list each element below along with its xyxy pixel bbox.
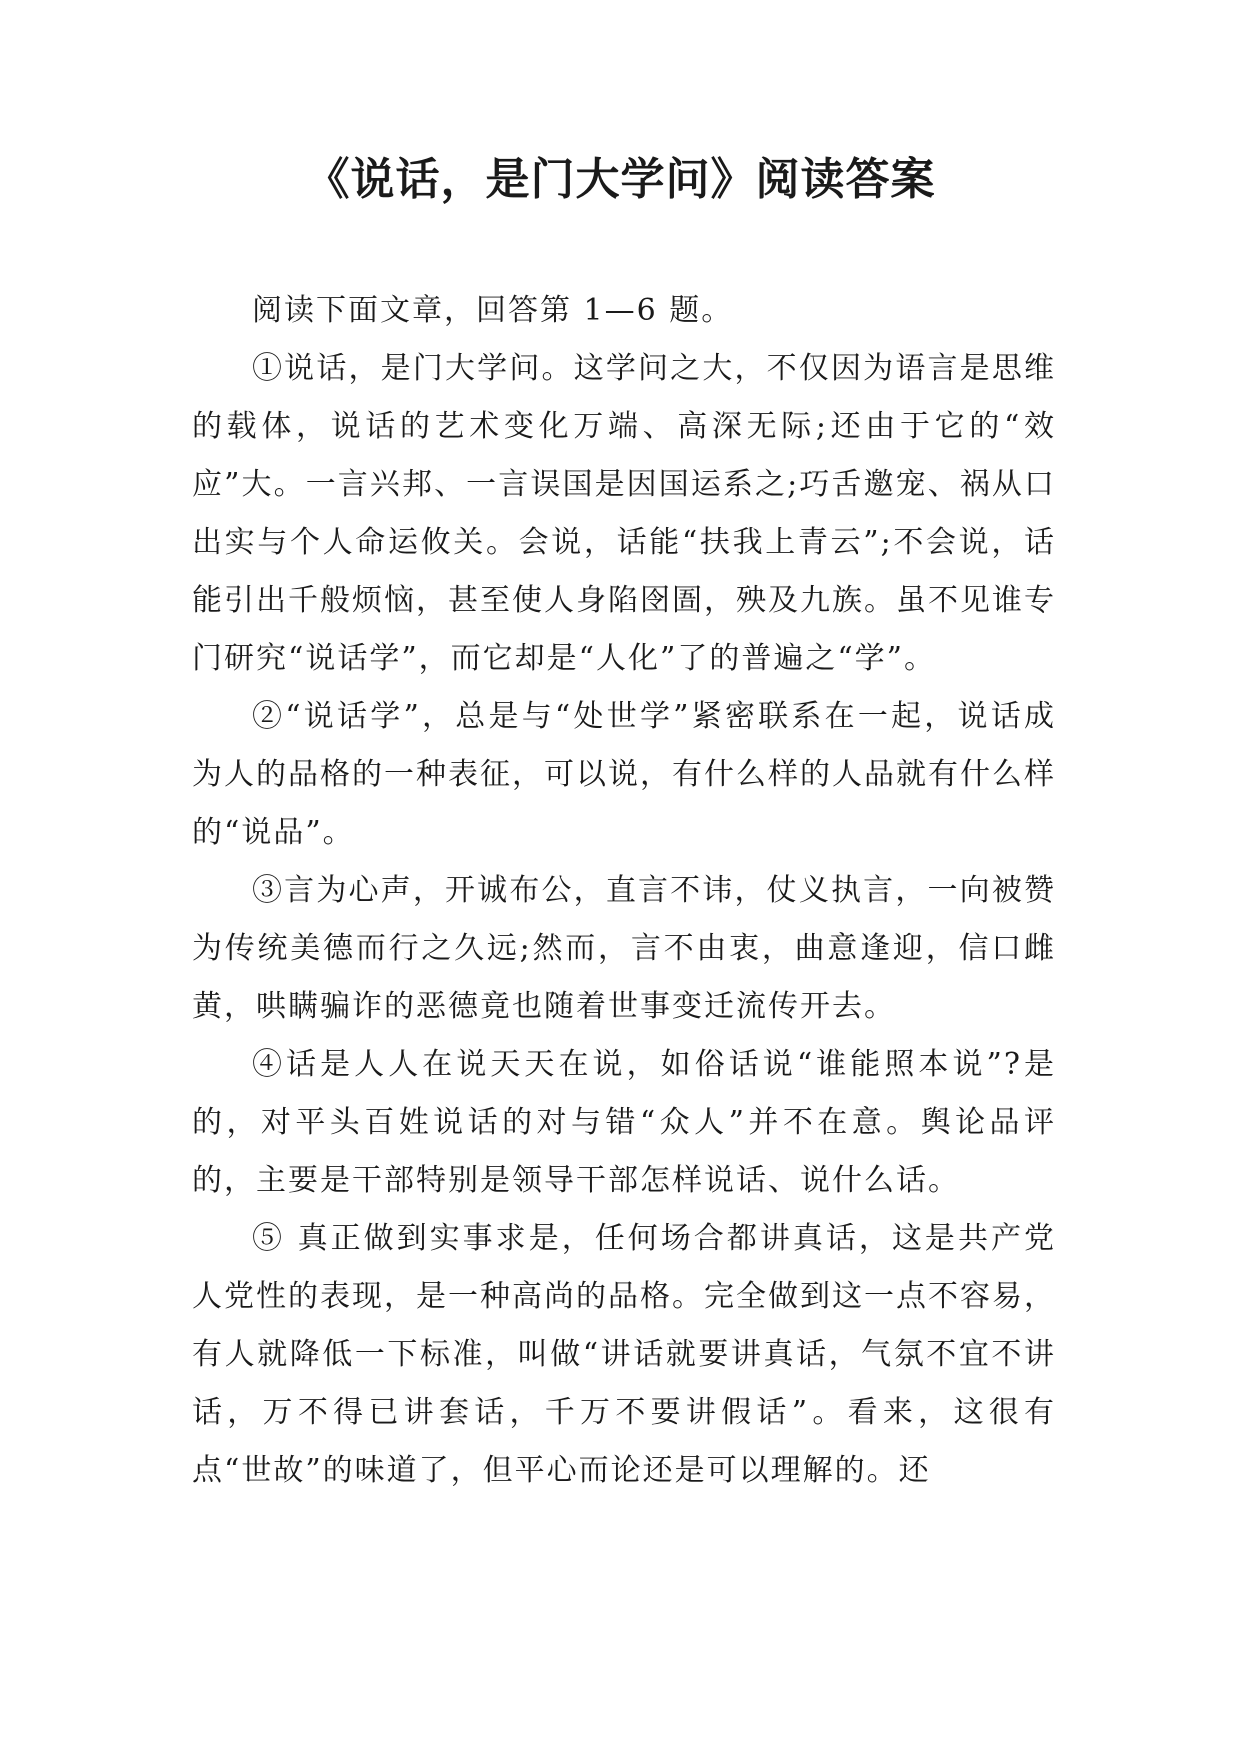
paragraph-5: ⑤ 真正做到实事求是，任何场合都讲真话，这是共产党人党性的表现，是一种高尚的品格。完全做到这一点不容易，有人就降低一下标准，叫做“讲话就要讲真话，气氛不宜不讲话，万不得已讲套话，千万不要讲假话”。看来，这很有点“世故”的味道了，但平心而论还是可以理解的。还: [192, 1221, 1056, 1488]
paragraph-2: ②“说话学”，总是与“处世学”紧密联系在一起，说话成为人的品格的一种表征，可以说，有什么样的人品就有什么样的“说品”。: [192, 699, 1056, 850]
document-body: [192, 282, 1056, 1500]
paragraph-1: ①说话，是门大学问。这学问之大，不仅因为语言是思维的载体，说话的艺术变化万端、高深无际;还由于它的“效应”大。一言兴邦、一言误国是因国运系之;巧舌邀宠、祸从口出实与个人命运攸关。会说，话能“扶我上青云”;不会说，话能引出千般烦恼，甚至使人身陷囹圄，殃及九族。虽不见谁专门研究“说话学”，而它却是“人化”了的普遍之“学”。: [192, 351, 1056, 676]
document-title: 《说话，是门大学问》阅读答案: [305, 154, 936, 205]
paragraph-4: ④话是人人在说天天在说，如俗话说“谁能照本说”?是的，对平头百姓说话的对与错“众人”并不在意。舆论品评的，主要是干部特别是领导干部怎样说话、说什么话。: [192, 1047, 1056, 1198]
paragraph-3: ③言为心声，开诚布公，直言不讳，仗义执言，一向被赞为传统美德而行之久远;然而，言不由衷，曲意逢迎，信口雌黄，哄瞒骗诈的恶德竟也随着世事变迁流传开去。: [192, 873, 1056, 1024]
instruction-paragraph: 阅读下面文章，回答第 1—6 题。: [252, 293, 734, 328]
